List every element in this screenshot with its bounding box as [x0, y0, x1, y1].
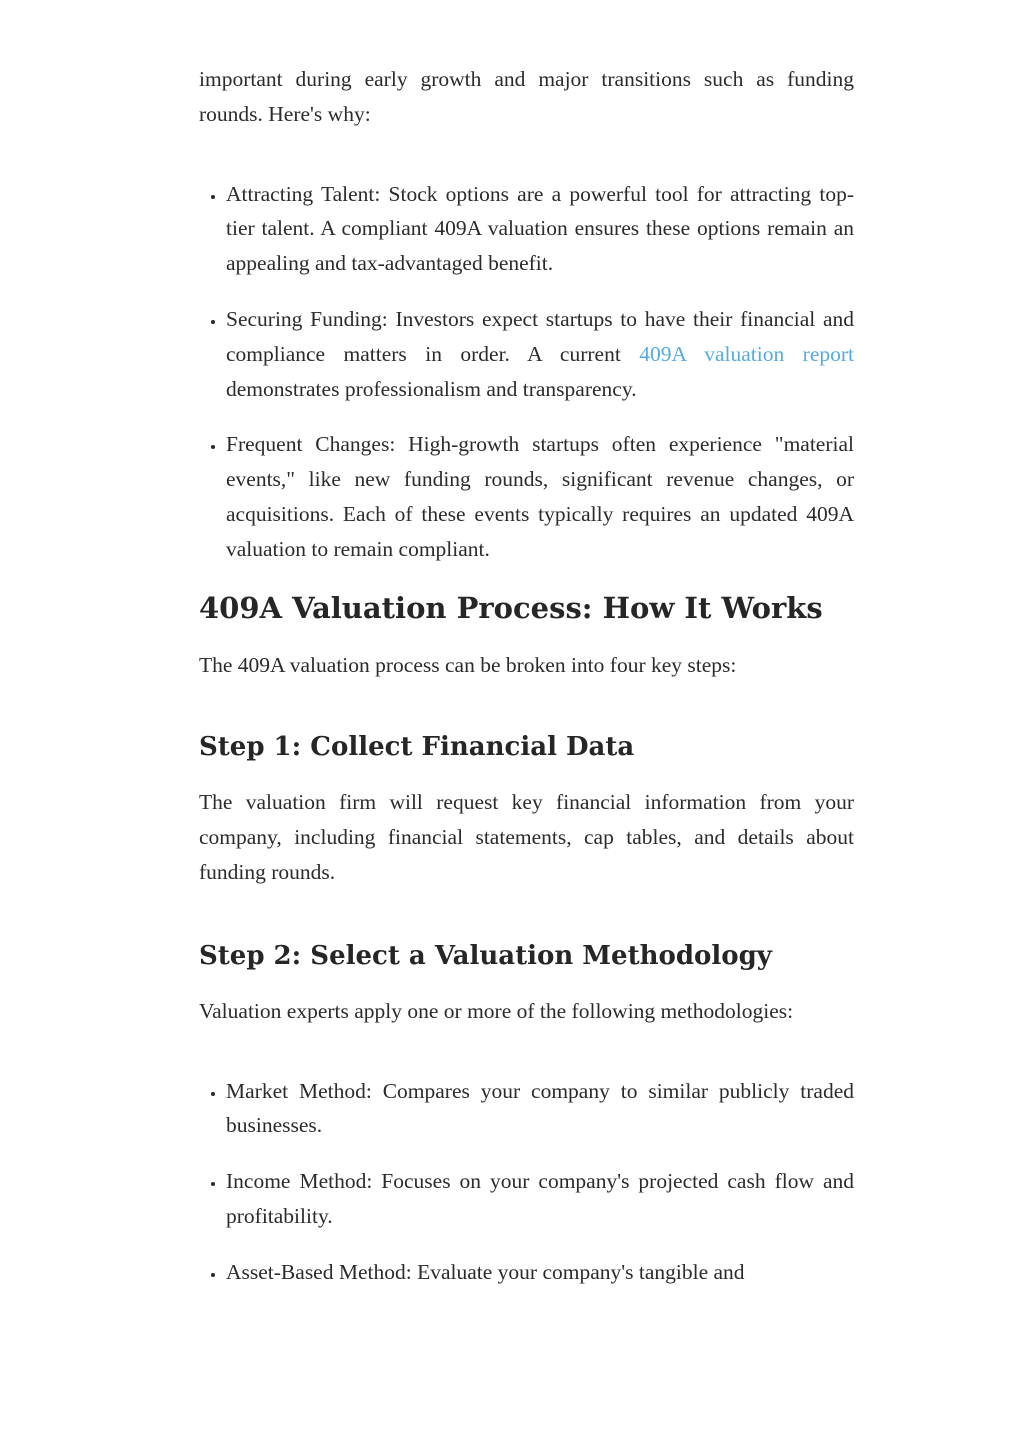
reasons-list [199, 177, 854, 567]
step1-paragraph: The valuation firm will request key financial information from your company, including financial statements, cap tables, and details about funding rounds. [199, 790, 854, 884]
list-item-text: demonstrates professionalism and transparency. [226, 376, 637, 401]
step2-intro: Valuation experts apply one or more of the following methodologies: [199, 998, 794, 1023]
list-item-text: Securing Funding: Investors expect startups to have their financial and compliance matters in order. A current [226, 306, 854, 366]
process-intro: The 409A valuation process can be broken into four key steps: [199, 652, 737, 677]
list-item-securing-funding [226, 302, 854, 406]
article-body [199, 62, 854, 1311]
409a-valuation-report-link[interactable]: 409A valuation report [639, 341, 854, 366]
list-item-income-method: • Income Method: Focuses on your company's projected cash flow and profitability. [226, 1164, 854, 1234]
list-item-frequent-changes: • Frequent Changes: High-growth startups often experience "material events," like new funding rounds, significant revenue changes, or acquisitions. Each of these events typically requires an updated 409A valuation to remain compliant. [226, 427, 854, 566]
list-item-attracting-talent: • Attracting Talent: Stock options are a powerful tool for attracting top-tier talent. A compliant 409A valuation ensures these options remain an appealing and tax-advantaged benefit. [226, 177, 854, 281]
intro-paragraph: important during early growth and major transitions such as funding rounds. Here's why: [199, 67, 854, 126]
step1-heading: Step 1: Collect Financial Data [199, 732, 635, 763]
methods-list [199, 1074, 854, 1290]
list-item-asset-based-method: • Asset-Based Method: Evaluate your company's tangible and [226, 1255, 854, 1290]
list-item-market-method: • Market Method: Compares your company to similar publicly traded businesses. [226, 1074, 854, 1144]
process-heading: 409A Valuation Process: How It Works [199, 590, 823, 625]
step2-heading: Step 2: Select a Valuation Methodology [199, 940, 772, 971]
